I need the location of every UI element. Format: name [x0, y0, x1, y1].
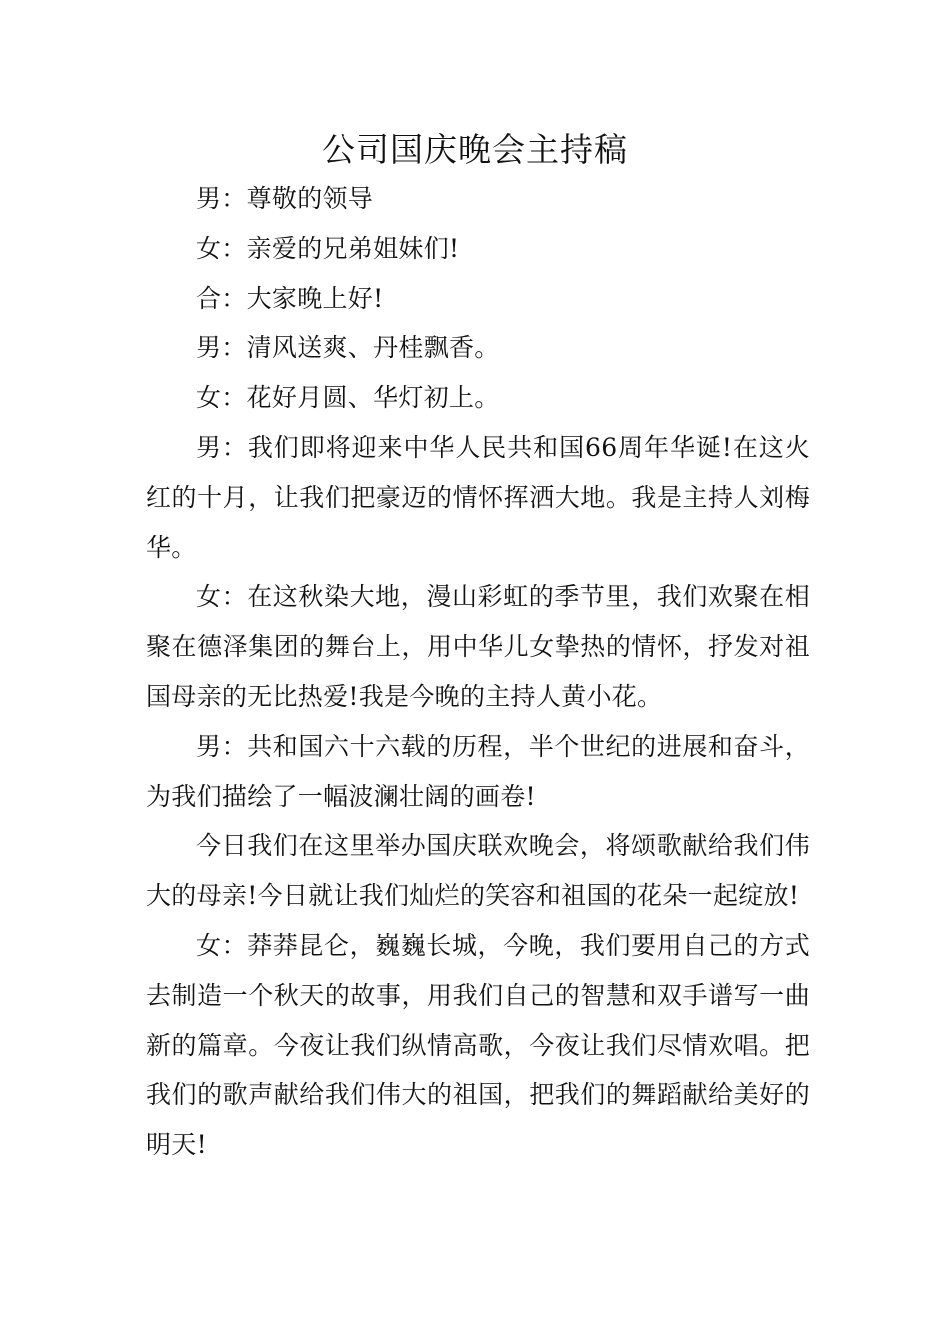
paragraph: 合：大家晚上好! [196, 283, 384, 313]
document-title: 公司国庆晚会主持稿 [322, 130, 628, 169]
paragraph: 男：我们即将迎来中华人民共和国66周年华诞!在这火红的十月，让我们把豪迈的情怀挥洒大地。我是主持人刘梅华。 [146, 432, 810, 562]
paragraph: 男：共和国六十六载的历程，半个世纪的进展和奋斗，为我们描绘了一幅波澜壮阔的画卷! [146, 731, 810, 811]
paragraph: 男：清风送爽、丹桂飘香。 [196, 333, 500, 363]
paragraph: 女：莽莽昆仑，巍巍长城，今晚，我们要用自己的方式去制造一个秋天的故事，用我们自己的智慧和双手谱写一曲新的篇章。今夜让我们纵情高歌，今夜让我们尽情欢唱。把我们的歌声献给我们伟大的祖国，把我们的舞蹈献给美好的明天! [146, 930, 810, 1160]
document-body [146, 174, 810, 1170]
paragraph: 女：在这秋染大地，漫山彩虹的季节里，我们欢聚在相聚在德泽集团的舞台上，用中华儿女挚热的情怀，抒发对祖国母亲的无比热爱!我是今晚的主持人黄小花。 [146, 582, 810, 711]
paragraph: 女：亲爱的兄弟姐妹们! [196, 233, 460, 263]
paragraph: 女：花好月圆、华灯初上。 [196, 383, 500, 413]
paragraph: 今日我们在这里举办国庆联欢晚会，将颂歌献给我们伟大的母亲!今日就让我们灿烂的笑容和祖国的花朵一起绽放! [146, 831, 810, 911]
paragraph: 男：尊敬的领导 [196, 184, 374, 213]
